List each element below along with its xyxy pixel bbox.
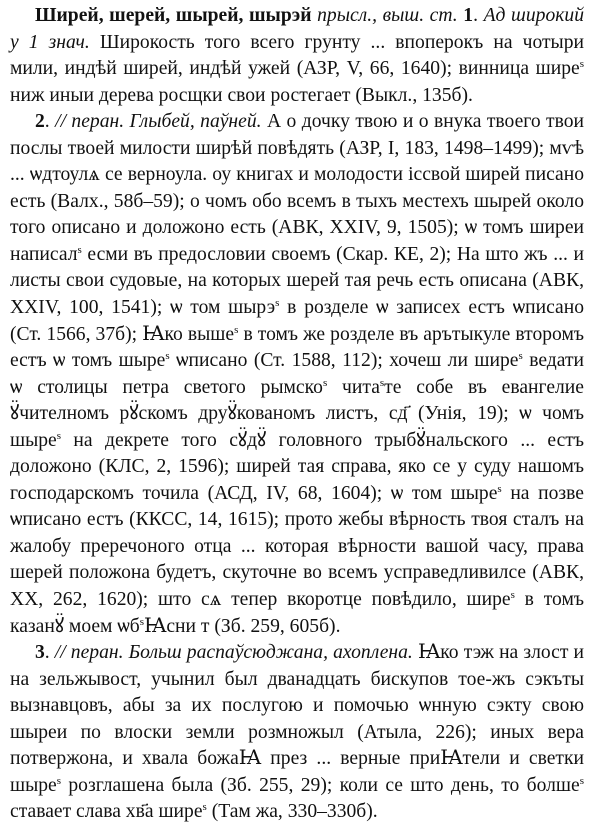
superscript: s [579,774,584,787]
sense-text: ставает слава хв҃а шире [10,801,203,823]
superscript: s [518,350,523,363]
superscript: s [56,774,62,787]
superscript: s [510,589,515,602]
sense-number: 2 [35,111,45,133]
sense-text: есми въ предословии своемъ (Скар. КЕ, 2); На што жъ ... и листы свои судовые, на которых шерей тая речь есть описана (АВК, XXIV, 100, 1541); ѡ том шырэ [10,243,584,319]
sense-number: 3 [35,642,45,664]
sense-text: в розделе ѡ записех естъ ѡписано (Ст. 1566, 37б); Ꙗко выше [10,297,584,345]
sense-text: (Там жа, 330–330б). [206,801,378,823]
superscript: s [497,482,502,495]
superscript: s [56,429,62,442]
superscript: s [139,615,145,628]
sense-label: // перан. Больш распаўсюджана, ахоплена. [54,642,413,664]
sense-text: А о дочку твою и о внука твоего твои послы твоей милости ширѣй повѣдять (АЗР, I, 183, 1498–1499); мѵѣ ... ѡдтоулѧ се верноула. оу книгах и молодости іссвой ширей писано есть (Валх., 58б–59); о чомъ обо всемъ в тыхъ местехъ шырей около того описано и доложоно есть (АВК, XXIV, 9, 1505); ѡ томъ ширеи написал [10,111,585,265]
entry-paragraph-3: 3. // перан. Больш распаўсюджана, ахоплена. Ꙗко тэж на злост и на зельжывост, учынил был дванадцать бискупов тое-жъ сэкъты вызнавцовъ, абы за их послугою и помочью ѡнную сэкту свою шыреи по влоски земли розмножыл (Атыла, 226); иных вера потвержона, и хвала божаꙖ през ... верные приꙖтели и светки шыре$^s$ розглашена была (Зб. 255, 29); коли се што день, то болше$^s$ ставает слава хв҃а шире$^s$ (Там жа, 330–330б). [10,642,585,823]
superscript: s [202,801,207,814]
entry-paragraph-2: 2. // перан. Глыбей, паўней. А о дочку твою и о внука твоего твои послы твоей милости ширѣй повѣдять (АЗР, I, 183, 1498–1499); мѵѣ ... ѡдтоулѧ се верноула. оу книгах и молодости іссвой ширей писано есть (Валх., 58б–59); о чомъ обо всемъ в тыхъ местехъ шырей около того описано и доложоно есть (АВК, XXIV, 9, 1505); ѡ томъ ширеи написал$^s$ есми въ предословии своемъ (Скар. КЕ, 2); На што жъ ... и листы свои судовые, на которых шерей тая речь есть описана (АВК, XXIV, 100, 1541); ѡ том шырэ$^s$ в розделе ѡ записех естъ ѡписано (Ст. 1566, 37б); Ꙗко выше$^s$ в томъ же розделе въ арътыкуле второмъ естъ ѡ томъ шыре$^s$ ѡписано (Ст. 1588, 112); хочеш ли шире$^s$ ведати ѡ столицы петра светого рымско$^s$ чита$^s$те собе въ евангелие ꙋ̈чителномъ рꙋ̈скомъ друꙋ̈кованомъ листъ, сд҃ (Унія, 19); ѡ чомъ шыре$^s$ на декрете того сꙋ̈дꙋ̈ головного трыбꙋ̈нальского ... естъ доложоно (КЛС, 2, 1596); ширей тая справа, яко се у суду нашомъ господарскомъ точила (АСД, IV, 68, 1604); ѡ том шыре$^s$ на позве ѡписано естъ (ККСС, 14, 1615); прото жебы вѣрность твоя сталъ на жалобу преречоного отца ... которая вѣрности вашой часу, права шерей положона будетъ, скуточне во всемъ усправедливилсе (АВК, XX, 262, 1620); што сѧ тепер вкоротце повѣдило, шире$^s$ в томъ казанꙋ̈ моем $ѡб^sꙖсни$ т (Зб. 259, 605б). [10,111,585,637]
headword: Ширей, шерей, шырей, шырэй [35,5,312,26]
superscript: s [322,376,328,389]
sense-text: ниж иныи дерева росщки свои ростегает (Выкл., 135б). [10,84,473,106]
sense-text: Ꙗко тэж на злост и на зельжывост, учынил был дванадцать бискупов тое-жъ сэкъты вызнавцовъ, абы за их послугою и помочью ѡ [10,642,585,717]
superscript: s [579,58,584,71]
sense-text: на декрете того сꙋ̈дꙋ̈ головного трыбꙋ̈нальского ... естъ доложоно (КЛС, 2, 1596); ширей тая справа, яко се у суду нашомъ господарскомъ точила (АСД, IV, 68, 1604); ѡ том шыре [10,429,584,504]
superscript: s [275,297,280,310]
sense-label: // перан. Глыбей, паўней. [55,111,262,133]
sense-text: Ꙗсни т (Зб. 259, 605б). [144,615,341,637]
entry-paragraph-1: Ширей, шерей, шырей, шырэй прысл., выш. ст. 1. Ад широкий у 1 знач. Широкость того всего грунту ... впоперокъ на чотыри мили, индѣй ширей, индѣй ужей (АЗР, V, 66, 1640); винница шире$^s$ ниж иныи дерева росщки свои ростегает (Выкл., 135б). [10,5,584,106]
sense-text: ведати ѡ столицы петра светого рымско [10,350,585,398]
grammar-label: прысл., выш. ст. [317,5,458,26]
sense-text: те собе въ евангелие ꙋ̈чителномъ рꙋ̈скомъ друꙋ̈кованомъ листъ, сд҃ (Унія, 19); ѡ чомъ шыре [10,376,584,451]
sense-text: ѡписано (Ст. 1588, 112); хочеш ли шире [169,350,519,372]
sense-label: Ад широкий у 1 знач. [10,5,584,53]
superscript: s [77,243,82,256]
sense-number: 1 [463,5,474,26]
superscript: s [234,323,239,336]
sense-text: в томъ казанꙋ̈ моем ѡб [10,589,584,637]
superscript: s [165,350,170,363]
superscript: s [379,376,385,389]
sense-text: чита [327,376,380,398]
sense-text: в томъ же розделе въ арътыкуле второмъ естъ ѡ томъ шыре [10,323,584,372]
sense-text: розглашена была (Зб. 255, 29); коли се што день, то болше [61,774,580,796]
sense-text: нную сэкту свою шыреи по влоски земли розмножыл (Атыла, 226); иных вера потвержона, и хвала божаꙖ през ... верные приꙖтели и светки шыре [10,695,585,796]
sense-text: Широкость того всего грунту ... впоперокъ на чотыри мили, индѣй ширей, индѣй ужей (АЗР, V, 66, 1640); винница шире [10,31,584,80]
sense-text: на позве ѡписано естъ (ККСС, 14, 1615); прото жебы вѣрность твоя сталъ на жалобу преречоного отца ... которая вѣрности вашой часу, права шерей положона будетъ, скуточне во всемъ усправедливилсе (АВК, XX, 262, 1620); што сѧ тепер вкоротце повѣдило, шире [10,482,584,611]
